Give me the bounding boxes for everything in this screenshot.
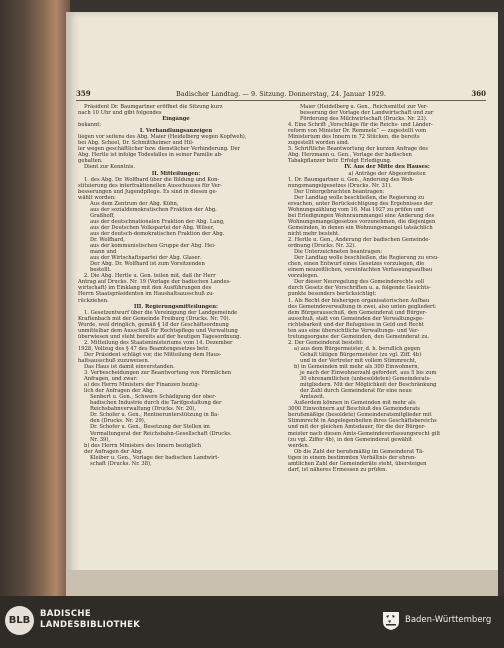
text-line: tigen in einem bestimmten Verhältnis der ehren-: [288, 454, 417, 461]
text-line: besserung der Vorlage der Landwirtschaft und zur: [300, 110, 434, 117]
text-line: den (Drucks. Nr. 29),: [90, 418, 146, 425]
text-line: 1. Dr. Baumgartner u. Gen., Änderung des Woh-: [288, 176, 415, 183]
text-line: Antrag auf Drucks. Nr. 19 (Vorlage der badischen Landes-: [78, 279, 231, 286]
section-heading: III. Regierungsmitteilungen:: [134, 303, 218, 310]
text-line: darf, ist näheres Ermessen zu prüfen.: [288, 466, 388, 473]
page-number-left: 359: [76, 89, 91, 98]
text-line: Der dieser Neuregelung des Gemeinderechts soll: [294, 279, 425, 286]
text-line: und mit der gleichen Amtsdauer, für die der Bürger-: [288, 424, 426, 431]
text-line: richtsbarkeit und der Befugnisse in Geld und Recht: [288, 321, 424, 328]
text-line: b) in Gemeinden mit mehr als 300 Einwohnern,: [294, 364, 420, 371]
text-line: mann und: [90, 249, 117, 256]
text-line: 5. Schriftliche Beantwortung der kurzen Anfrage des: [288, 146, 428, 153]
text-line: Präsident Dr. Baumgartner eröffnet die Sitzung kurz: [84, 104, 223, 110]
text-line: stituierung des interfraktionellen Ausschusses für Ver-: [78, 182, 222, 189]
text-line: (zu vgl. Ziffer 4b), in den Gemeinderat gewählt: [288, 436, 412, 443]
text-line: je nach der Einwohnerzahl gefordert, aus 5 bis zum: [300, 370, 437, 377]
text-line: zugestellt worden sind.: [288, 140, 350, 147]
state-name[interactable]: Baden-Württemberg: [405, 615, 492, 625]
text-line: 30 ehrenamtlichen (unbesoldeten) Gemeinderats-: [300, 376, 432, 383]
text-line: bestellt.: [90, 267, 112, 274]
text-line: aus der Wirtschaftspartei der Abg. Glaser.: [90, 255, 202, 262]
text-line: mitgliedern. Mit der Möglichkeit der Beschränkung: [300, 382, 437, 389]
text-line: a) des Herrn Ministers der Finanzen bezüg-: [84, 382, 200, 389]
text-line: Reichsbahnverwaltung (Drucks. Nr. 20),: [90, 406, 197, 413]
text-line: aus der kommunistischen Gruppe der Abg. Hei-: [90, 243, 216, 250]
text-line: 2. Hertle u. Gen., Änderung der badischen Gemeinde-: [288, 237, 431, 244]
text-line: ersuchen, unter Berücksichtigung des Ergebnisses der: [288, 200, 433, 207]
text-line: besserungen und Jugendpflege. Es sind in diesen ge-: [78, 188, 218, 195]
text-line: Vermaltungsrat der Reichsbahn-Gesellschaft (Drucks.: [90, 430, 232, 437]
text-line: Amtszeit.: [300, 394, 325, 401]
text-line: 2. Der Gemeinderat besteht:: [288, 339, 364, 346]
page-bottom-edge: [66, 570, 498, 596]
text-line: Der Landtag wolle beschließen, die Regierung zu: [294, 194, 425, 201]
text-line: Förderung des Milchwirtschaft (Drucks. Nr. 23).: [300, 116, 428, 123]
text-line: Nr. 39),: [90, 436, 111, 443]
text-line: aus der Deutschen Volkspartei der Abg. Wilser,: [90, 224, 215, 231]
section-heading: I. Verhandlungsanzeigen: [139, 128, 213, 135]
text-line: a) aus dem Bürgermeister, d. h. beruflich gegen: [294, 345, 421, 352]
text-line: nicht mehr besteht.: [288, 230, 340, 237]
text-line: Außerdem können in Gemeinden mit mehr als: [294, 400, 416, 407]
text-line: 1928, Vollzug des § 47 des Beamtengesetzes betr.: [78, 345, 209, 352]
text-line: Anfragen, und zwar:: [84, 376, 138, 383]
text-line: chen, einen Entwurf eines Gesetzes vorzulegen, die: [288, 261, 425, 268]
text-line: und in der Vertreter mit vollem Stimmrecht,: [300, 357, 417, 364]
text-line: gehalten.: [78, 158, 103, 165]
text-line: Wurde, weil dringlich, gemäß § 18 der Geschäftsordnung: [78, 321, 229, 328]
section-heading: Eingänge: [162, 116, 190, 123]
subsection-heading: a) Anträge der Abgeordneten: [348, 170, 426, 177]
text-line: ten aus eine übersichtliche Verwaltungs- und Ver-: [288, 327, 420, 334]
library-name[interactable]: [40, 609, 140, 631]
text-line: Stimmrecht in Angelegenheiten ihres Geschäftsbereichs: [288, 418, 437, 425]
text-line: meister nach diesen Amts-Gemeindeverfassungsrecht gilt: [288, 430, 441, 437]
library-name-line2: LANDESBIBLIOTHEK: [40, 620, 141, 630]
text-line: ordnung (Drucks. Nr. 32).: [288, 243, 356, 250]
text-line: unmittelbar dem Ausschuß für Rechtspflege und Verwaltung: [78, 327, 238, 334]
text-line: Tabakpflanzer betr. Erfolgt Erledigung.: [288, 158, 392, 165]
text-line: wirtschaft) im Einklang mit den Ausführungen des: [78, 285, 212, 292]
text-line: bekannt:: [78, 122, 102, 129]
library-logo[interactable]: BLB: [5, 606, 34, 635]
text-line: nach 10 Uhr und gibt folgendes: [78, 110, 162, 117]
text-line: Dr. Schofer u. Gen., Rentnerunterstützung in Ba-: [90, 412, 220, 419]
section-heading: IV. Aus der Mitte des Hauses:: [344, 164, 430, 171]
text-line: bei Erledigungen Wohnraummangel eine Änderung des: [288, 212, 435, 219]
text-line: 1. Als Recht der bisherigen organisatorischen Aufbau: [288, 297, 430, 304]
text-line: 4. Eine Schrift „Vorschläge für die Reichs- und Länder-: [288, 122, 433, 129]
text-line: durch Gesetz der Vorschriften u. a. folgende Gesichts-: [288, 285, 431, 292]
text-line: lich der Anfragen der Abg.: [84, 388, 155, 395]
library-name-line1: BADISCHE: [40, 609, 91, 619]
text-line: Ob die Zahl der berufsmäßig im Gemeinderat Tä-: [294, 448, 424, 455]
text-line: tretungsorgane der Gemeinden, den Gemeinderat zu.: [288, 333, 430, 340]
text-line: Der Abg. Dr. Wolfhard ist zum Vorsitzenden: [90, 261, 205, 268]
text-line: Das Haus ist damit einverstanden.: [84, 364, 175, 371]
text-line: schaft (Drucks. Nr. 38),: [90, 460, 152, 467]
text-line: liegen vor seitens des Abg. Maier (Heidelberg wegen Kopfweh),: [78, 134, 247, 141]
text-line: wählt worden:: [78, 194, 116, 201]
text-line: Kleiber u. Gen., Vorlage der badischen Landwirt-: [90, 454, 220, 461]
text-line: badischen Industrie durch die Tarifgestaltung der: [90, 400, 222, 407]
section-heading: II. Mitteilungen:: [151, 170, 201, 177]
book-spine: [0, 0, 70, 596]
text-line: 1. des Abg. Dr. Wolfhard über die Bildung und Kon-: [84, 176, 220, 183]
text-line: aus der deutsch-demokratischen Fraktion der Abg.: [90, 230, 225, 237]
text-line: der Zahl durch Gemeinderat für eine neue: [300, 388, 412, 395]
text-line: Die Unterzeichneten beantragen:: [294, 249, 383, 256]
text-line: Gehalt tätigen Bürgermeister (zu vgl. Ziff. 4b): [300, 351, 422, 358]
text-line: 3. Verbescheidungen zur Beantwortung von Förmlichen: [84, 370, 232, 377]
text-line: Maier (Heidelberg u. Gen., Reichsmittel zur Ver-: [300, 104, 429, 110]
right-column: [288, 104, 486, 473]
text-line: überwiesen und steht bereits auf der heutigen Tagesordnung.: [78, 333, 242, 340]
text-line: reform von Minister Dr. Remmele“ — zugestellt vom: [288, 128, 427, 135]
text-line: nungsmangelgesetzes (Drucks. Nr. 31).: [288, 182, 392, 189]
text-line: bei Abg. Scheel, Dr. Schmittheimer und Hil-: [78, 140, 194, 147]
text-line: Dient zur Kenntnis.: [84, 164, 136, 171]
text-line: haltsausschuß zuzuweisen.: [78, 357, 150, 364]
text-line: rückziehen.: [78, 297, 109, 304]
text-line: Herrn Staatspräsidenten im Haushaltsausschuß zu-: [78, 291, 215, 298]
page-number-right: 360: [471, 89, 486, 98]
text-line: Ministerium des Innern in 72 Stücken, die bereits: [288, 134, 420, 141]
text-line: Dr. Wolfhard,: [90, 237, 125, 244]
text-line: 3000 Einwohnern auf Beschluß des Gemeinderats: [288, 406, 420, 413]
text-line: berufsmäßige (besoldete) Gemeinderatsmitglieder mit: [288, 412, 432, 419]
text-line: Der Untergebrachten beantragen:: [294, 188, 385, 195]
text-line: punkte besonders berücksichtigt:: [288, 291, 377, 298]
text-line: Kraftenbach mit der Gemeinde Freiburg (Drucks. Nr. 70).: [78, 315, 231, 322]
text-line: dem Bürgerausschuß, den Gemeinderat und Bürger-: [288, 309, 427, 316]
text-line: Graßhoff,: [90, 212, 115, 219]
text-line: Senbert u. Gen., Schwere Schädigung der ober-: [90, 394, 217, 401]
text-line: 2. Die Abg. Hertle u. Gen. teilen mit, daß ihr Herr: [84, 273, 216, 280]
text-line: ausschuß, statt von Gemeinden der Verwaltungsge-: [288, 315, 424, 322]
text-line: werden.: [288, 442, 310, 449]
text-line: Gemeinden, in denen ein Wohnungsmangel tatsächlich: [288, 224, 433, 231]
left-column: [78, 104, 274, 467]
running-title: Badischer Landtag. — 9. Sitzung. Donnerstag, 24. Januar 1929.: [176, 89, 386, 98]
text-line: Der Landtag wolle beschließen, die Regierung zu ersu-: [294, 255, 440, 262]
text-line: Abg. Hertle ist infolge Todesfalles in seiner Familie ab-: [78, 152, 223, 159]
text-line: aus der deutschnationalen Fraktion der Abg. Lang,: [90, 218, 225, 225]
text-line: Dr. Schofer u. Gen., Besetzung der Stellen im: [90, 424, 210, 431]
text-line: des Gemeindeverwaltung in zwei, also unten gegliedert:: [288, 303, 437, 310]
text-line: amtlichen Zahl der Gemeinderäte steht, übersteigen: [288, 460, 427, 467]
text-line: Wohnungszählung vom 16. Mai 1927 zu prüfen und: [288, 206, 424, 213]
header-rule: [76, 100, 486, 101]
text-line: Abg. Herzmann u. Gen., Vorlage der badischen: [288, 152, 412, 159]
text-line: ler wegen geschäftlicher bzw. dienstlicher Verhinderung. Der: [78, 146, 241, 153]
text-line: der Anfragen der Abg.: [84, 448, 144, 455]
text-line: Wohnungsmangelgesetzes vorzunehmen, die diejenigen: [288, 218, 436, 225]
state-emblem-icon: [382, 611, 400, 631]
text-line: Aus dem Zentrum der Abg. Kühn,: [90, 200, 179, 207]
text-line: Der Präsident schlägt vor, die Mitteilung dem Haus-: [84, 351, 222, 358]
text-line: aus der sozialdemokratischen Fraktion der Abg.: [90, 206, 217, 213]
text-line: b) des Herrn Ministers des Innern bezüglich: [84, 442, 202, 449]
text-line: 2. Mitteilung des Staatsministeriums vom 14. Dezember: [84, 339, 233, 346]
text-line: 1. Gesetzentwurf über die Vereinigung der Landgemeinde: [84, 309, 238, 316]
text-line: vorzulegen.: [288, 273, 319, 280]
text-line: einem neuzeitlichen, vereinfachten Verfassungsaufbau: [288, 267, 433, 274]
